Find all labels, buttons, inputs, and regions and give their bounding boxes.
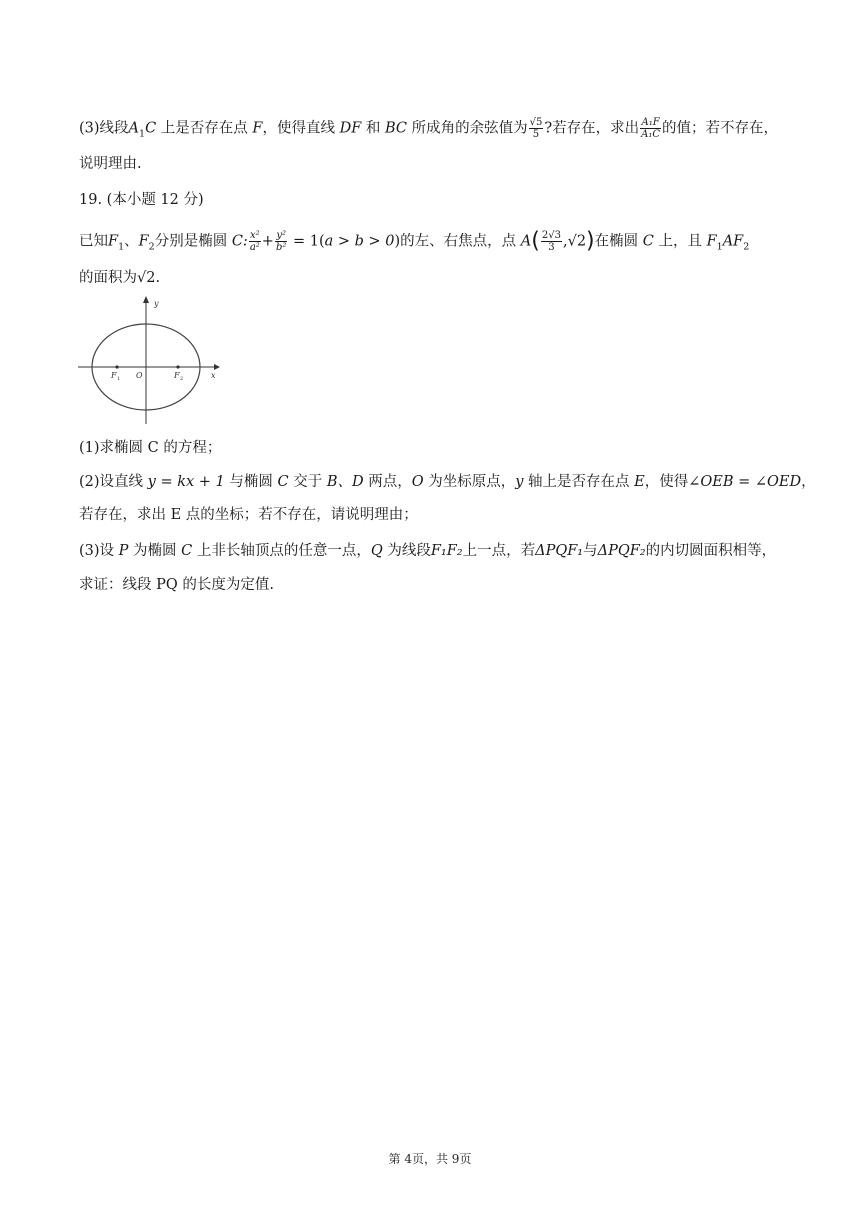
q19-part3-line1 xyxy=(79,541,784,561)
text: (2)设直线 xyxy=(79,474,148,490)
f1-sub: 1 xyxy=(117,376,121,382)
paren: ( xyxy=(531,228,540,254)
math: C xyxy=(145,120,157,137)
math-sub: 1 xyxy=(716,241,723,253)
f1-label: F xyxy=(111,371,117,380)
frac-den: A₁C xyxy=(641,129,661,140)
text: ?若存在，求出 xyxy=(544,120,640,137)
math: B、D xyxy=(326,474,364,490)
math: √2 xyxy=(137,270,156,286)
q19-part2-line1 xyxy=(79,472,816,492)
text: = 1( xyxy=(288,233,325,250)
math: DF xyxy=(339,120,362,137)
frac-num: √5 xyxy=(529,117,543,128)
text: 、 xyxy=(124,233,139,250)
frac-num: A₁F xyxy=(641,117,660,128)
math: C xyxy=(277,474,289,490)
focus-f1-point xyxy=(115,365,118,368)
text: 上非长轴顶点的任意一点， xyxy=(192,543,371,559)
q19-part1: (1)求椭圆 C 的方程； xyxy=(79,440,222,456)
math: F xyxy=(138,233,149,250)
text: , xyxy=(562,233,568,250)
math: O xyxy=(411,474,424,490)
math: A xyxy=(520,233,532,250)
math: ΔPQF₁ xyxy=(535,543,584,559)
x-axis-label: x xyxy=(211,371,216,380)
math-sub: 1 xyxy=(139,128,146,140)
x-fraction xyxy=(249,230,261,253)
frac-num: 2√3 xyxy=(541,230,561,241)
q18-part3-line1 xyxy=(79,117,784,144)
frac-den: b² xyxy=(275,242,287,253)
paren: ) xyxy=(586,228,595,254)
text: 的面积为 xyxy=(79,270,137,286)
frac-den: a² xyxy=(249,242,260,253)
q19-header: 19. (本小题 12 分) xyxy=(79,192,204,208)
text: 为椭圆 xyxy=(128,543,182,559)
frac-num: x² xyxy=(249,230,260,241)
text: 的内切圆面积相等， xyxy=(645,543,777,559)
math: C: xyxy=(231,233,248,250)
text: ，使得直线 xyxy=(262,120,340,137)
math: A xyxy=(128,120,140,137)
q19-intro-line1 xyxy=(79,230,784,257)
math-sub: 2 xyxy=(148,241,155,253)
page-footer: 第 4页，共 9页 xyxy=(388,1152,472,1166)
text: 上，且 xyxy=(653,233,707,250)
math: E xyxy=(634,474,645,490)
q18-part3-line2: 说明理由. xyxy=(79,156,142,172)
text: 在椭圆 xyxy=(594,233,643,250)
a-x-fraction xyxy=(541,230,562,253)
math: C xyxy=(181,543,193,559)
y-axis-label: y xyxy=(154,299,159,308)
math: ∠OEB = ∠OED xyxy=(688,474,802,490)
frac-den: 5 xyxy=(532,129,540,140)
text: 的值；若不存在， xyxy=(662,120,779,137)
q19-intro-line2 xyxy=(79,268,784,288)
text: 为坐标原点， xyxy=(423,474,516,490)
math: √2 xyxy=(567,233,587,250)
math: F₁F₂ xyxy=(430,543,463,559)
text: 上一点，若 xyxy=(462,543,536,559)
math: P xyxy=(118,543,129,559)
q19-part3-line2: 求证：线段 PQ 的长度为定值. xyxy=(79,577,274,593)
text: ，使得 xyxy=(644,474,689,490)
ratio-fraction xyxy=(640,117,661,140)
text: (3)线段 xyxy=(79,120,129,137)
frac-den: 3 xyxy=(548,242,555,253)
ellipse-figure xyxy=(78,296,220,424)
text: + xyxy=(261,233,274,250)
math: ΔPQF₂ xyxy=(597,543,646,559)
text: )的左、右焦点，点 xyxy=(394,233,521,250)
text: 分别是椭圆 xyxy=(154,233,232,250)
text: 和 xyxy=(361,120,385,137)
math: C xyxy=(642,233,654,250)
math: F xyxy=(108,233,119,250)
text: 轴上是否存在点 xyxy=(523,474,635,490)
text: 与椭圆 xyxy=(224,474,278,490)
math: y = kx + 1 xyxy=(147,474,225,490)
text: (3)设 xyxy=(79,543,119,559)
f2-label: F xyxy=(174,371,180,380)
math: y xyxy=(515,474,524,490)
math: a > b > 0 xyxy=(324,233,395,250)
text: 所成角的余弦值为 xyxy=(407,120,528,137)
math: F xyxy=(252,120,263,137)
y-axis-arrow xyxy=(143,296,149,303)
text: ， xyxy=(801,474,816,490)
x-axis-arrow xyxy=(214,364,220,370)
math: AF xyxy=(722,233,744,250)
math-sub: 2 xyxy=(743,241,750,253)
text: . xyxy=(155,270,161,286)
text: 两点， xyxy=(363,474,412,490)
math: BC xyxy=(384,120,408,137)
focus-f2-point xyxy=(176,365,179,368)
f2-sub: 2 xyxy=(180,376,184,382)
text: 交于 xyxy=(288,474,327,490)
cosine-fraction xyxy=(529,117,544,140)
origin-label: O xyxy=(136,371,143,380)
text: 为线段 xyxy=(382,543,431,559)
q19-part2-line2: 若存在，求出 E 点的坐标；若不存在，请说明理由； xyxy=(79,507,418,523)
frac-num: y² xyxy=(276,230,286,241)
math: Q xyxy=(370,543,383,559)
math: F xyxy=(706,233,717,250)
text: 已知 xyxy=(79,233,108,250)
text: 上是否存在点 xyxy=(156,120,253,137)
text: 与 xyxy=(583,543,598,559)
y-fraction xyxy=(275,230,287,253)
math-sub: 1 xyxy=(118,241,125,253)
